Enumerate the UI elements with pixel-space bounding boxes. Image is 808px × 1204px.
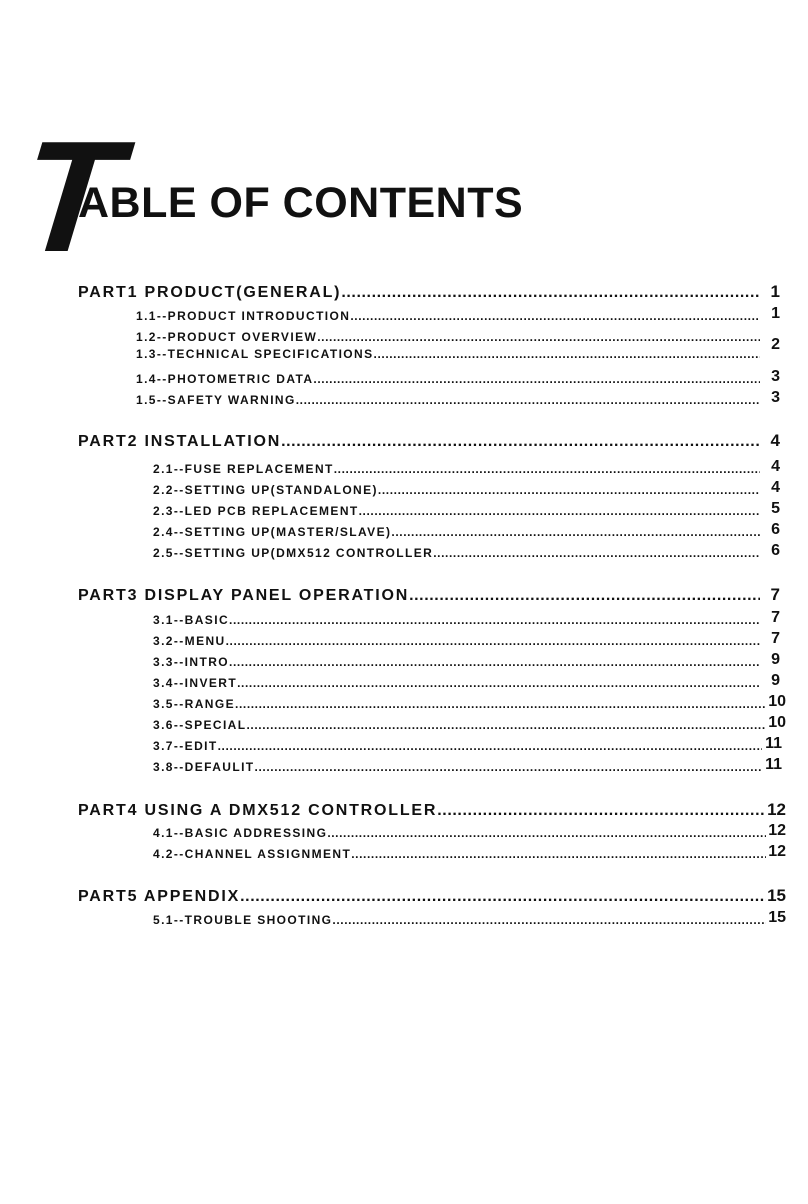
toc-entry-label: 5.1--TROUBLE SHOOTING — [153, 913, 333, 927]
toc-page-number: 10 — [768, 714, 786, 731]
dot-leader — [235, 697, 766, 711]
toc-section-row — [153, 630, 780, 648]
dot-leader — [351, 847, 766, 861]
toc-page-number: 1 — [770, 282, 780, 301]
toc-section-row — [153, 822, 786, 840]
toc-entry-label: 1.3--TECHNICAL SPECIFICATIONS — [136, 347, 374, 361]
toc-page-number: 6 — [771, 542, 780, 559]
toc-entry-label: 1.1--PRODUCT INTRODUCTION — [136, 309, 351, 323]
dot-leader — [409, 587, 760, 605]
dot-leader — [350, 309, 760, 323]
toc-entry-label: 4.2--CHANNEL ASSIGNMENT — [153, 847, 352, 861]
toc-entry-label: 1.2--PRODUCT OVERVIEW — [136, 330, 318, 344]
toc-section-row — [153, 479, 780, 497]
toc-entry-label: PART1 PRODUCT(GENERAL) — [78, 284, 342, 301]
dot-leader — [296, 393, 760, 407]
dot-leader — [229, 655, 760, 669]
toc-page-number: 6 — [771, 521, 780, 538]
toc-section-row — [136, 326, 780, 353]
toc-section-row — [153, 651, 780, 669]
dot-leader — [433, 546, 760, 560]
toc-page-number: 12 — [767, 800, 786, 819]
dot-leader — [374, 347, 760, 361]
toc-entry-label: PART2 INSTALLATION — [78, 433, 282, 450]
title-text: ABLE OF CONTENTS — [78, 179, 524, 227]
toc-page-number: 7 — [770, 585, 780, 604]
toc-entry-label: 3.8--DEFAULIT — [153, 760, 255, 774]
toc-section-row — [153, 693, 786, 711]
toc-page-number: 1 — [771, 305, 780, 322]
dot-leader — [332, 913, 766, 927]
toc-page-number: 3 — [771, 368, 780, 385]
dot-leader — [341, 284, 760, 302]
toc-page-number: 9 — [771, 651, 780, 668]
toc-page-number: 4 — [771, 458, 780, 475]
toc-section-row — [153, 843, 786, 861]
toc-page-number: 12 — [768, 843, 786, 860]
toc-part-row — [78, 886, 786, 906]
toc-section-row — [136, 305, 780, 323]
toc-section-row — [153, 714, 786, 732]
toc-page-number: 4 — [771, 479, 780, 496]
toc-entry-label: 3.3--INTRO — [153, 655, 230, 669]
dot-leader — [255, 760, 762, 774]
toc-page-number: 9 — [771, 672, 780, 689]
toc-page-number: 3 — [771, 389, 780, 406]
title-initial: T — [12, 109, 124, 285]
toc-part-row — [78, 800, 786, 820]
toc-section-row — [153, 735, 782, 753]
toc-entry-label: PART3 DISPLAY PANEL OPERATION — [78, 587, 410, 604]
dot-leader — [437, 802, 766, 820]
toc-entry-label: PART5 APPENDIX — [78, 888, 241, 905]
toc-entry-label: 2.5--SETTING UP(DMX512 CONTROLLER — [153, 546, 434, 560]
dot-leader — [226, 634, 760, 648]
dot-leader — [327, 826, 766, 840]
toc-entry-label: 3.5--RANGE — [153, 697, 236, 711]
toc-entry-label: 3.4--INVERT — [153, 676, 238, 690]
toc-entry-label: 2.3--LED PCB REPLACEMENT — [153, 504, 359, 518]
dot-leader — [378, 483, 760, 497]
toc-page-number: 10 — [768, 693, 786, 710]
toc-entry-label: 3.2--MENU — [153, 634, 226, 648]
toc-part-row — [78, 431, 780, 451]
toc-entry-label: PART4 USING A DMX512 CONTROLLER — [78, 802, 438, 819]
toc-entry-label: 4.1--BASIC ADDRESSING — [153, 826, 328, 840]
toc-part-row — [78, 585, 780, 605]
toc-entry-label: 3.7--EDIT — [153, 739, 218, 753]
toc-section-row — [136, 347, 780, 361]
toc-page-number: 15 — [767, 886, 786, 905]
dot-leader — [334, 462, 760, 476]
toc-part-row — [78, 282, 780, 302]
toc-page-number: 7 — [771, 609, 780, 626]
toc-section-row — [153, 521, 780, 539]
dot-leader — [237, 676, 760, 690]
toc-page-number: 5 — [771, 500, 780, 517]
toc-entry-label: 3.1--BASIC — [153, 613, 230, 627]
toc-section-row — [136, 368, 780, 386]
toc-section-row — [136, 389, 780, 407]
dot-leader — [359, 504, 760, 518]
toc-section-row — [153, 542, 780, 560]
toc-entry-label: 1.5--SAFETY WARNING — [136, 393, 296, 407]
toc-page-number: 11 — [765, 735, 782, 752]
dot-leader — [391, 525, 760, 539]
toc-page-number: 4 — [770, 431, 780, 450]
toc-entry-label: 2.4--SETTING UP(MASTER/SLAVE) — [153, 525, 392, 539]
dot-leader — [281, 433, 760, 451]
toc-section-row — [153, 500, 780, 518]
toc-page-number: 12 — [768, 822, 786, 839]
toc-section-row — [153, 909, 786, 927]
dot-leader — [218, 739, 762, 753]
toc-section-row — [153, 609, 780, 627]
dot-leader — [246, 718, 766, 732]
toc-page-number: 11 — [765, 756, 782, 773]
toc-entry-label: 1.4--PHOTOMETRIC DATA — [136, 372, 314, 386]
toc-entry-label: 3.6--SPECIAL — [153, 718, 247, 732]
toc-section-row — [153, 458, 780, 476]
toc-entry-label: 2.1--FUSE REPLACEMENT — [153, 462, 334, 476]
toc-page-number: 2 — [771, 336, 780, 353]
toc-page-number: 15 — [768, 909, 786, 926]
toc-page-number: 7 — [771, 630, 780, 647]
dot-leader — [229, 613, 760, 627]
dot-leader — [240, 888, 766, 906]
toc-entry-label: 2.2--SETTING UP(STANDALONE) — [153, 483, 378, 497]
toc-section-row — [153, 756, 782, 774]
toc-section-row — [153, 672, 780, 690]
dot-leader — [317, 330, 760, 344]
dot-leader — [313, 372, 760, 386]
